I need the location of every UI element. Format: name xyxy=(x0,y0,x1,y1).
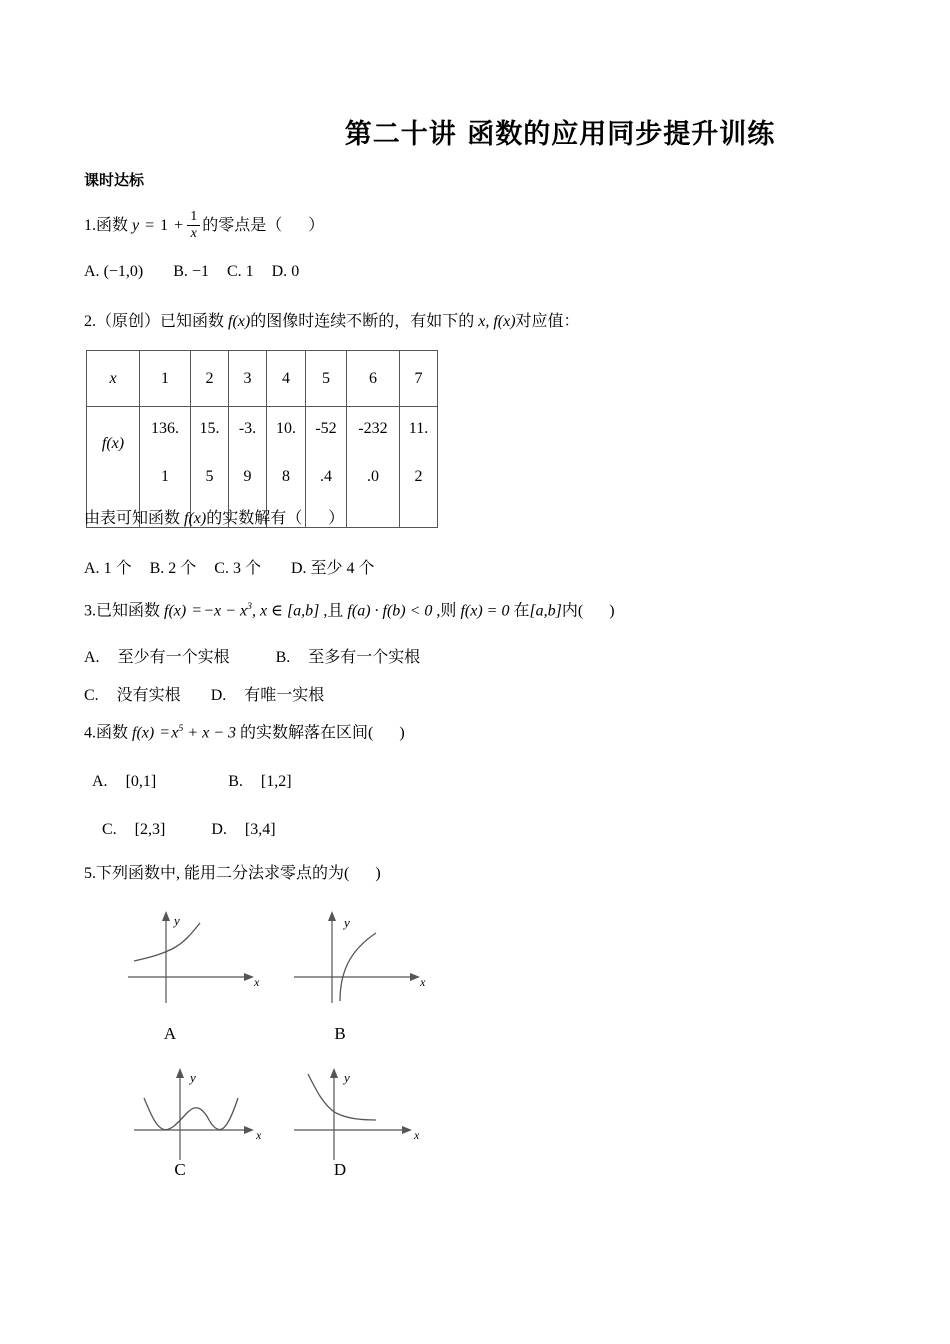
q4-lead: 函数 xyxy=(96,724,129,742)
figure-c-curve xyxy=(144,1098,238,1130)
q3-conclusion: f(x) = 0 xyxy=(460,602,510,620)
q2-option-a-text: 1 个 xyxy=(103,560,132,577)
section-heading: 课时达标 xyxy=(84,171,145,189)
table-header-fx: f(x) xyxy=(87,407,140,528)
q2-option-d-letter: D. xyxy=(290,560,307,577)
figure-a-y-label: y xyxy=(174,913,180,928)
q1-plus: + xyxy=(174,217,184,235)
figure-d-x-arrow xyxy=(402,1126,412,1134)
q1-tail: 的零点是（ xyxy=(202,217,283,235)
q3-expr: −x − x xyxy=(203,602,248,620)
figure-d-label: D xyxy=(333,1160,347,1179)
figure-a-x-label: x xyxy=(254,975,260,989)
figure-b-x-label: x xyxy=(420,975,426,989)
q5-close: ) xyxy=(375,865,381,882)
q1-var-y: y xyxy=(132,217,140,235)
question-5-stem xyxy=(84,864,381,884)
figure-b-x-arrow xyxy=(410,973,420,981)
q3-fx: f(x) xyxy=(164,602,187,620)
figure-b-curve xyxy=(340,933,376,1001)
figure-c-y-label: y xyxy=(190,1070,196,1085)
q4-option-d-text: [3,4] xyxy=(244,821,276,838)
q4-option-a-letter: A. xyxy=(92,773,108,790)
q2-option-a-letter: A. xyxy=(84,560,100,577)
figure-a-x-arrow xyxy=(244,973,254,981)
q3-option-c-letter: C. xyxy=(84,687,99,704)
q3-expr-exponent: 3 xyxy=(247,601,252,612)
table-cell-fx-7: 11. 2 xyxy=(400,407,438,528)
q3-eq: = xyxy=(192,602,202,620)
question-3-options-row1 xyxy=(84,644,420,667)
figure-a xyxy=(126,905,266,1005)
q2-followup-tail: 的实数解有（ xyxy=(206,510,303,527)
question-2-followup xyxy=(84,509,344,529)
q3-qie: ,且 xyxy=(323,602,344,620)
q4-eq: = xyxy=(160,724,170,742)
figure-d-y-label: y xyxy=(344,1070,350,1085)
figure-c-x-label: x xyxy=(256,1128,262,1142)
figure-a-graph xyxy=(126,905,266,1005)
q4-number: 4. xyxy=(84,724,96,742)
q4-tail: 的实数解落在区间( xyxy=(240,724,374,742)
table-cell-fx-5: -52 .4 xyxy=(306,407,347,528)
table-cell-x-1: 1 xyxy=(140,351,191,407)
question-2-stem xyxy=(84,312,580,332)
q3-option-b-text: 至多有一个实根 xyxy=(308,649,421,666)
table-cell-fx-1: 136. 1 xyxy=(140,407,191,528)
figure-c-graph xyxy=(132,1068,277,1163)
figure-d-curve xyxy=(308,1074,376,1120)
q1-option-d-text: 0 xyxy=(291,263,300,280)
q2-vars: x, f(x) xyxy=(478,313,516,330)
figure-c xyxy=(132,1068,277,1163)
table-header-x: x xyxy=(87,351,140,407)
figure-b-y-arrow xyxy=(328,911,336,921)
q3-ze: ,则 xyxy=(436,602,457,620)
q1-paren-close: ） xyxy=(308,217,325,235)
figure-d-y-arrow xyxy=(330,1068,338,1078)
q1-fraction-denominator: x xyxy=(187,225,200,241)
q3-option-d-letter: D. xyxy=(210,687,227,704)
q4-fx: f(x) xyxy=(132,724,155,742)
function-value-table xyxy=(86,350,438,528)
q3-nei: 内( xyxy=(561,602,584,620)
table-cell-x-7: 7 xyxy=(400,351,438,407)
q2-fx: f(x) xyxy=(228,313,251,330)
q1-option-c-letter: C. xyxy=(226,263,242,280)
q4-base: x xyxy=(171,724,179,742)
q1-option-d-letter: D. xyxy=(271,263,288,280)
q2-followup-lead: 由表可知函数 xyxy=(84,510,181,527)
table-cell-x-3: 3 xyxy=(229,351,267,407)
q3-interval: [a,b] xyxy=(529,602,562,620)
question-4-options-row2 xyxy=(102,821,276,839)
q2-option-c-letter: C. xyxy=(214,560,229,577)
q4-option-b-text: [1,2] xyxy=(260,773,292,790)
q3-option-b-letter: B. xyxy=(275,649,291,666)
table-cell-x-6: 6 xyxy=(347,351,400,407)
figure-c-label: C xyxy=(174,1160,186,1179)
table-cell-x-4: 4 xyxy=(267,351,306,407)
q5-text: 下列函数中, 能用二分法求零点的为( xyxy=(96,865,350,882)
q1-number: 1. xyxy=(84,217,96,235)
q2-part2: 的图像时连续不断的，有如下的 xyxy=(250,313,475,330)
table-cell-fx-4: 10. 8 xyxy=(267,407,306,528)
figure-b xyxy=(292,905,432,1005)
question-2-options xyxy=(84,555,375,578)
figure-d xyxy=(292,1068,437,1163)
q3-lead: 已知函数 xyxy=(96,602,161,620)
q2-option-b-text: 2 个 xyxy=(168,560,197,577)
q1-one: 1 xyxy=(160,217,169,235)
figure-d-x-label: x xyxy=(414,1128,420,1142)
q1-fraction-numerator: 1 xyxy=(190,209,198,224)
q4-option-a-text: [0,1] xyxy=(125,773,157,790)
q2-option-b-letter: B. xyxy=(149,560,165,577)
table-cell-x-2: 2 xyxy=(191,351,229,407)
q1-option-b-text: −1 xyxy=(191,263,209,280)
q2-number: 2. xyxy=(84,313,96,330)
table-row-x xyxy=(87,351,438,407)
q4-option-c-letter: C. xyxy=(102,821,117,838)
q3-close: ) xyxy=(609,602,615,620)
q1-option-b-letter: B. xyxy=(173,263,188,280)
q4-option-c-text: [2,3] xyxy=(134,821,166,838)
q5-number: 5. xyxy=(84,865,96,882)
figure-a-y-arrow xyxy=(162,911,170,921)
q3-option-c-text: 没有实根 xyxy=(116,687,181,704)
question-1-stem xyxy=(84,211,324,242)
q4-option-d-letter: D. xyxy=(211,821,227,838)
table-cell-fx-3: -3. 9 xyxy=(229,407,267,528)
figure-b-label: B xyxy=(334,1024,346,1043)
q3-number: 3. xyxy=(84,602,96,620)
page-title: 第二十讲 函数的应用同步提升训练 xyxy=(344,119,776,150)
q2-part3: 对应值： xyxy=(515,313,580,330)
table-cell-fx-2: 15. 5 xyxy=(191,407,229,528)
q3-zai: 在 xyxy=(513,602,530,620)
q1-option-a-text: (−1,0) xyxy=(103,263,144,280)
q1-option-a-letter: A. xyxy=(84,263,100,280)
q2-part1: （原创）已知函数 xyxy=(96,313,225,330)
q4-rest: + x − 3 xyxy=(187,724,237,742)
q2-followup-close: ） xyxy=(328,510,345,527)
q3-option-a-text: 至少有一个实根 xyxy=(117,649,230,666)
table-cell-fx-6: -232 .0 xyxy=(347,407,400,528)
q1-equals: = xyxy=(145,217,155,235)
question-3-options-row2 xyxy=(84,682,324,705)
q3-domain: , x ∈ [a,b] xyxy=(252,602,320,620)
q1-fraction xyxy=(187,210,200,241)
figure-a-label: A xyxy=(163,1024,177,1043)
q4-option-b-letter: B. xyxy=(228,773,243,790)
figure-c-x-arrow xyxy=(244,1126,254,1134)
question-4-options-row1 xyxy=(92,773,292,791)
figure-b-y-label: y xyxy=(344,915,350,930)
q3-option-d-text: 有唯一实根 xyxy=(244,687,325,704)
q2-followup-fx: f(x) xyxy=(184,510,207,527)
q4-exponent: 5 xyxy=(178,723,184,734)
q1-lead: 函数 xyxy=(96,217,129,235)
figure-c-y-arrow xyxy=(176,1068,184,1078)
question-4-stem xyxy=(84,723,405,743)
q1-option-c-text: 1 xyxy=(245,263,254,280)
q2-option-c-text: 3 个 xyxy=(232,560,261,577)
table-cell-x-5: 5 xyxy=(306,351,347,407)
question-1-options xyxy=(84,263,299,281)
q3-condition: f(a) · f(b) < 0 xyxy=(347,602,433,620)
figure-d-graph xyxy=(292,1068,437,1163)
question-3-stem xyxy=(84,601,615,621)
figure-a-curve xyxy=(134,923,200,961)
figure-b-graph xyxy=(292,905,432,1005)
q3-option-a-letter: A. xyxy=(84,649,100,666)
q4-close: ) xyxy=(399,724,405,742)
q2-option-d-text: 至少 4 个 xyxy=(310,560,375,577)
